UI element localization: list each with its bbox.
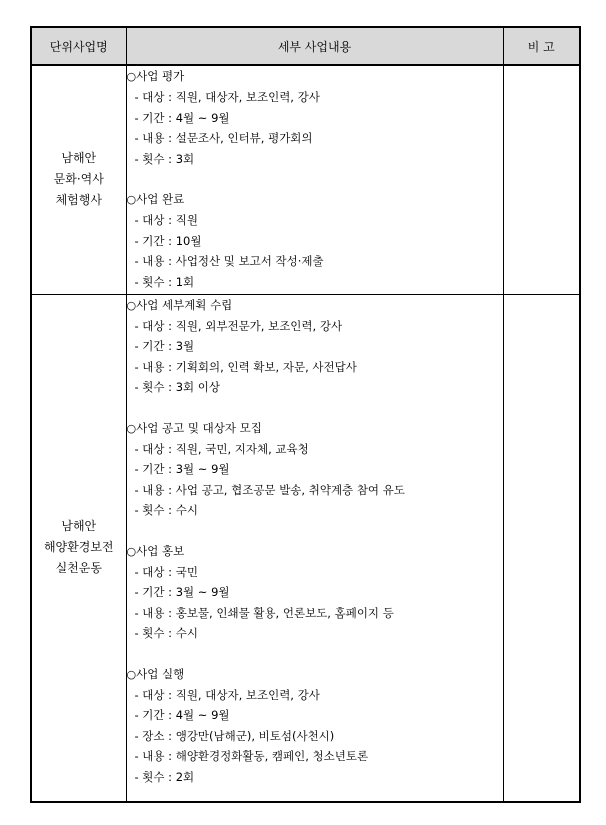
circle-bullet-icon: ○ (126, 70, 137, 83)
list-item: - 횟수 : 1회 (134, 274, 195, 289)
section-title: ○사업 완료 (126, 192, 185, 206)
list-item: - 대상 : 직원, 대상자, 보조인력, 강사 (134, 687, 320, 702)
list-item: - 횟수 : 3회 (134, 151, 195, 166)
list-item: - 횟수 : 수시 (134, 503, 198, 517)
plan-table (30, 26, 581, 803)
table-header-row (31, 27, 580, 65)
list-item: - 기간 : 4월 ~ 9월 (134, 110, 230, 125)
list-item: - 대상 : 직원, 외부전문가, 보조인력, 강사 (134, 318, 343, 333)
unit-name-line: 체험행사 (55, 193, 102, 208)
note-cell (503, 65, 580, 294)
header-detail: 세부 사업내용 (126, 27, 503, 65)
unit-name-line: 해양환경보전 (43, 540, 114, 555)
unit-name-cell (31, 294, 126, 802)
unit-name-line: 남해안 (61, 151, 97, 166)
list-item: - 내용 : 기획회의, 인력 확보, 자문, 사전답사 (134, 359, 357, 374)
header-note: 비 고 (503, 27, 580, 65)
unit-name-cell (31, 65, 126, 294)
list-item: - 기간 : 3월 ~ 9월 (134, 585, 230, 599)
list-item: - 기간 : 10월 (134, 233, 202, 248)
list-item: - 내용 : 설문조사, 인터뷰, 평가회의 (134, 131, 313, 145)
list-item: - 횟수 : 수시 (134, 626, 198, 640)
list-item: - 대상 : 직원, 국민, 지자체, 교육청 (134, 441, 309, 456)
unit-name-line: 실천운동 (55, 561, 102, 576)
list-item: - 대상 : 직원 (134, 213, 198, 227)
list-item: - 내용 : 사업정산 및 보고서 작성·제출 (134, 254, 324, 268)
list-item: - 장소 : 앵강만(남해군), 비토섬(사천시) (134, 728, 335, 743)
table-row (31, 65, 580, 294)
list-item: - 기간 : 3월 ~ 9월 (134, 462, 230, 476)
section-title: ○사업 평가 (126, 69, 185, 83)
list-item: - 횟수 : 3회 이상 (134, 380, 221, 394)
circle-bullet-icon: ○ (126, 667, 137, 681)
list-item: - 대상 : 국민 (134, 564, 198, 579)
circle-bullet-icon: ○ (126, 421, 137, 435)
section-title: ○사업 실행 (126, 666, 185, 681)
circle-bullet-icon: ○ (126, 544, 137, 558)
circle-bullet-icon: ○ (126, 298, 137, 312)
section-title: ○사업 공고 및 대상자 모집 (126, 420, 262, 435)
section-title: ○사업 홍보 (126, 543, 185, 558)
table-row (31, 294, 580, 802)
circle-bullet-icon: ○ (126, 193, 137, 206)
unit-name-line: 남해안 (61, 519, 97, 534)
list-item: - 기간 : 3월 (134, 339, 195, 353)
list-item: - 횟수 : 2회 (134, 769, 195, 784)
section-title: ○사업 세부계획 수립 (126, 297, 233, 312)
list-item: - 내용 : 해양환경정화활동, 캠페인, 청소년토론 (134, 749, 369, 763)
detail-cell (126, 294, 503, 802)
detail-cell (126, 65, 503, 294)
list-item: - 내용 : 사업 공고, 협조공문 발송, 취약계층 참여 유도 (134, 482, 405, 497)
unit-name-line: 문화·역사 (53, 172, 104, 187)
note-cell (503, 294, 580, 802)
list-item: - 대상 : 직원, 대상자, 보조인력, 강사 (134, 90, 320, 104)
list-item: - 기간 : 4월 ~ 9월 (134, 708, 230, 722)
header-unit: 단위사업명 (31, 27, 126, 65)
list-item: - 내용 : 홍보물, 인쇄물 활용, 언론보도, 홈페이지 등 (134, 605, 394, 620)
